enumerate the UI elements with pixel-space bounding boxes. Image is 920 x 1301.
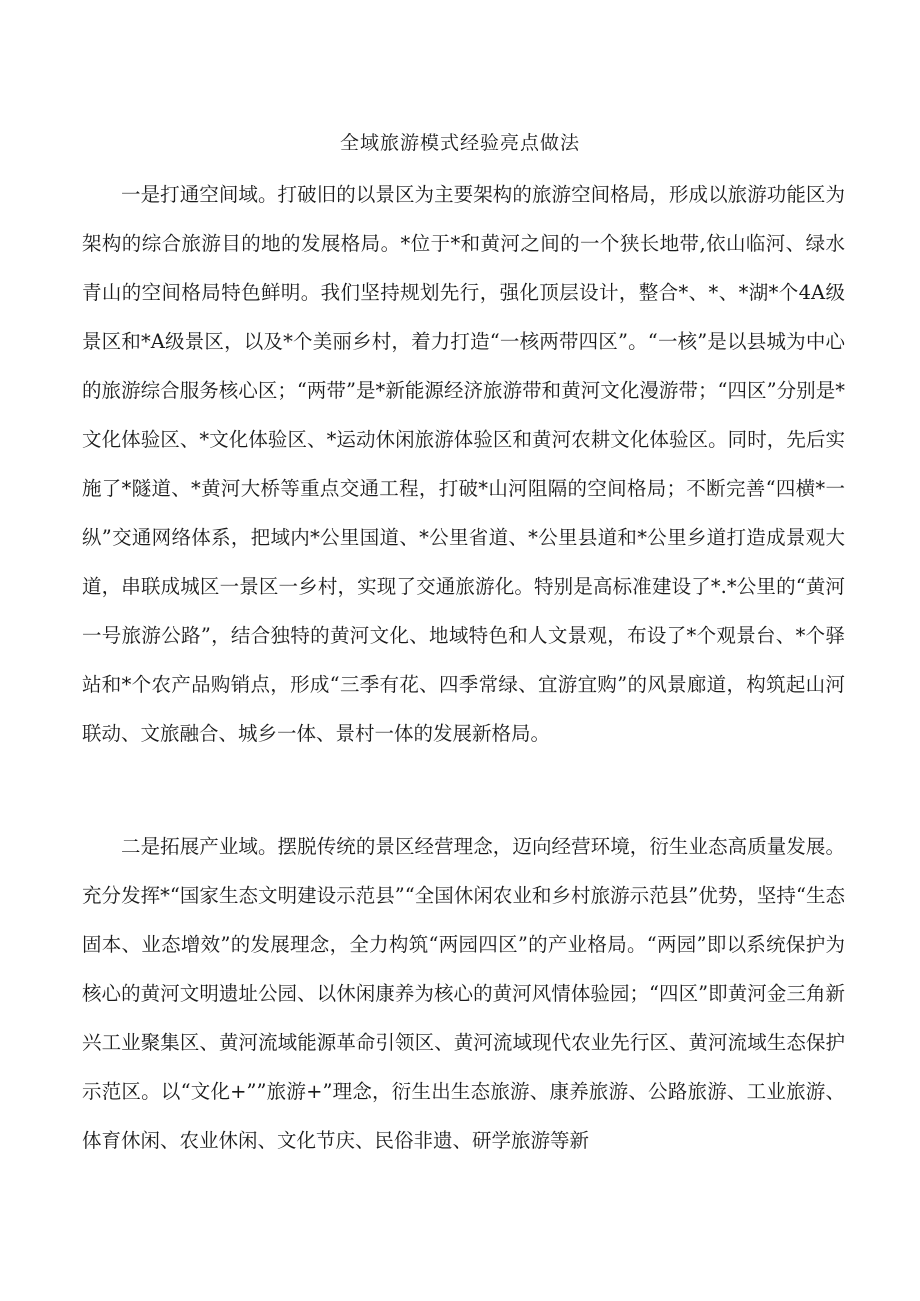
paragraph-industry-domain: 二是拓展产业域。摆脱传统的景区经营理念，迈向经营环境，衍生业态高质量发展。充分发挥*“国家生态文明建设示范县”“全国休闲农业和乡村旅游示范县”优势，坚持“生态固本、业态增效”的发展理念，全力构筑“两园四区”的产业格局。“两园”即以系统保护为核心的黄河文明遗址公园、以休闲康养为核心的黄河风情体验园；“四区”即黄河金三角新兴工业聚集区、黄河流域能源革命引领区、黄河流域现代农业先行区、黄河流域生态保护示范区。以“文化+””旅游+”理念，衍生出生态旅游、康养旅游、公路旅游、工业旅游、体育休闲、农业休闲、文化节庆、民俗非遗、研学旅游等新 [82, 835, 845, 1152]
document-title: 全域旅游模式经验亮点做法 [339, 132, 580, 154]
paragraph-spatial-domain: 一是打通空间域。打破旧的以景区为主要架构的旅游空间格局，形成以旅游功能区为架构的综合旅游目的地的发展格局。*位于*和黄河之间的一个狭长地带,依山临河、绿水青山的空间格局特色鲜明。我们坚持规划先行，强化顶层设计，整合*、*、*湖*个4A级景区和*A级景区，以及*个美丽乡村，着力打造“一核两带四区”。“一核”是以县城为中心的旅游综合服务核心区；“两带”是*新能源经济旅游带和黄河文化漫游带；“四区”分别是*文化体验区、*文化体验区、*运动休闲旅游体验区和黄河农耕文化体验区。同时，先后实施了*隧道、*黄河大桥等重点交通工程，打破*山河阻隔的空间格局；不断完善“四横*一纵”交通网络体系，把域内*公里国道、*公里省道、*公里县道和*公里乡道打造成景观大道，串联成城区一景区一乡村，实现了交通旅游化。特别是高标准建设了*.*公里的“黄河一号旅游公路”，结合独特的黄河文化、地域特色和人文景观，布设了*个观景台、*个驿站和*个农产品购销点，形成“三季有花、四季常绿、宜游宜购”的风景廊道，构筑起山河联动、文旅融合、城乡一体、景村一体的发展新格局。 [82, 183, 845, 745]
